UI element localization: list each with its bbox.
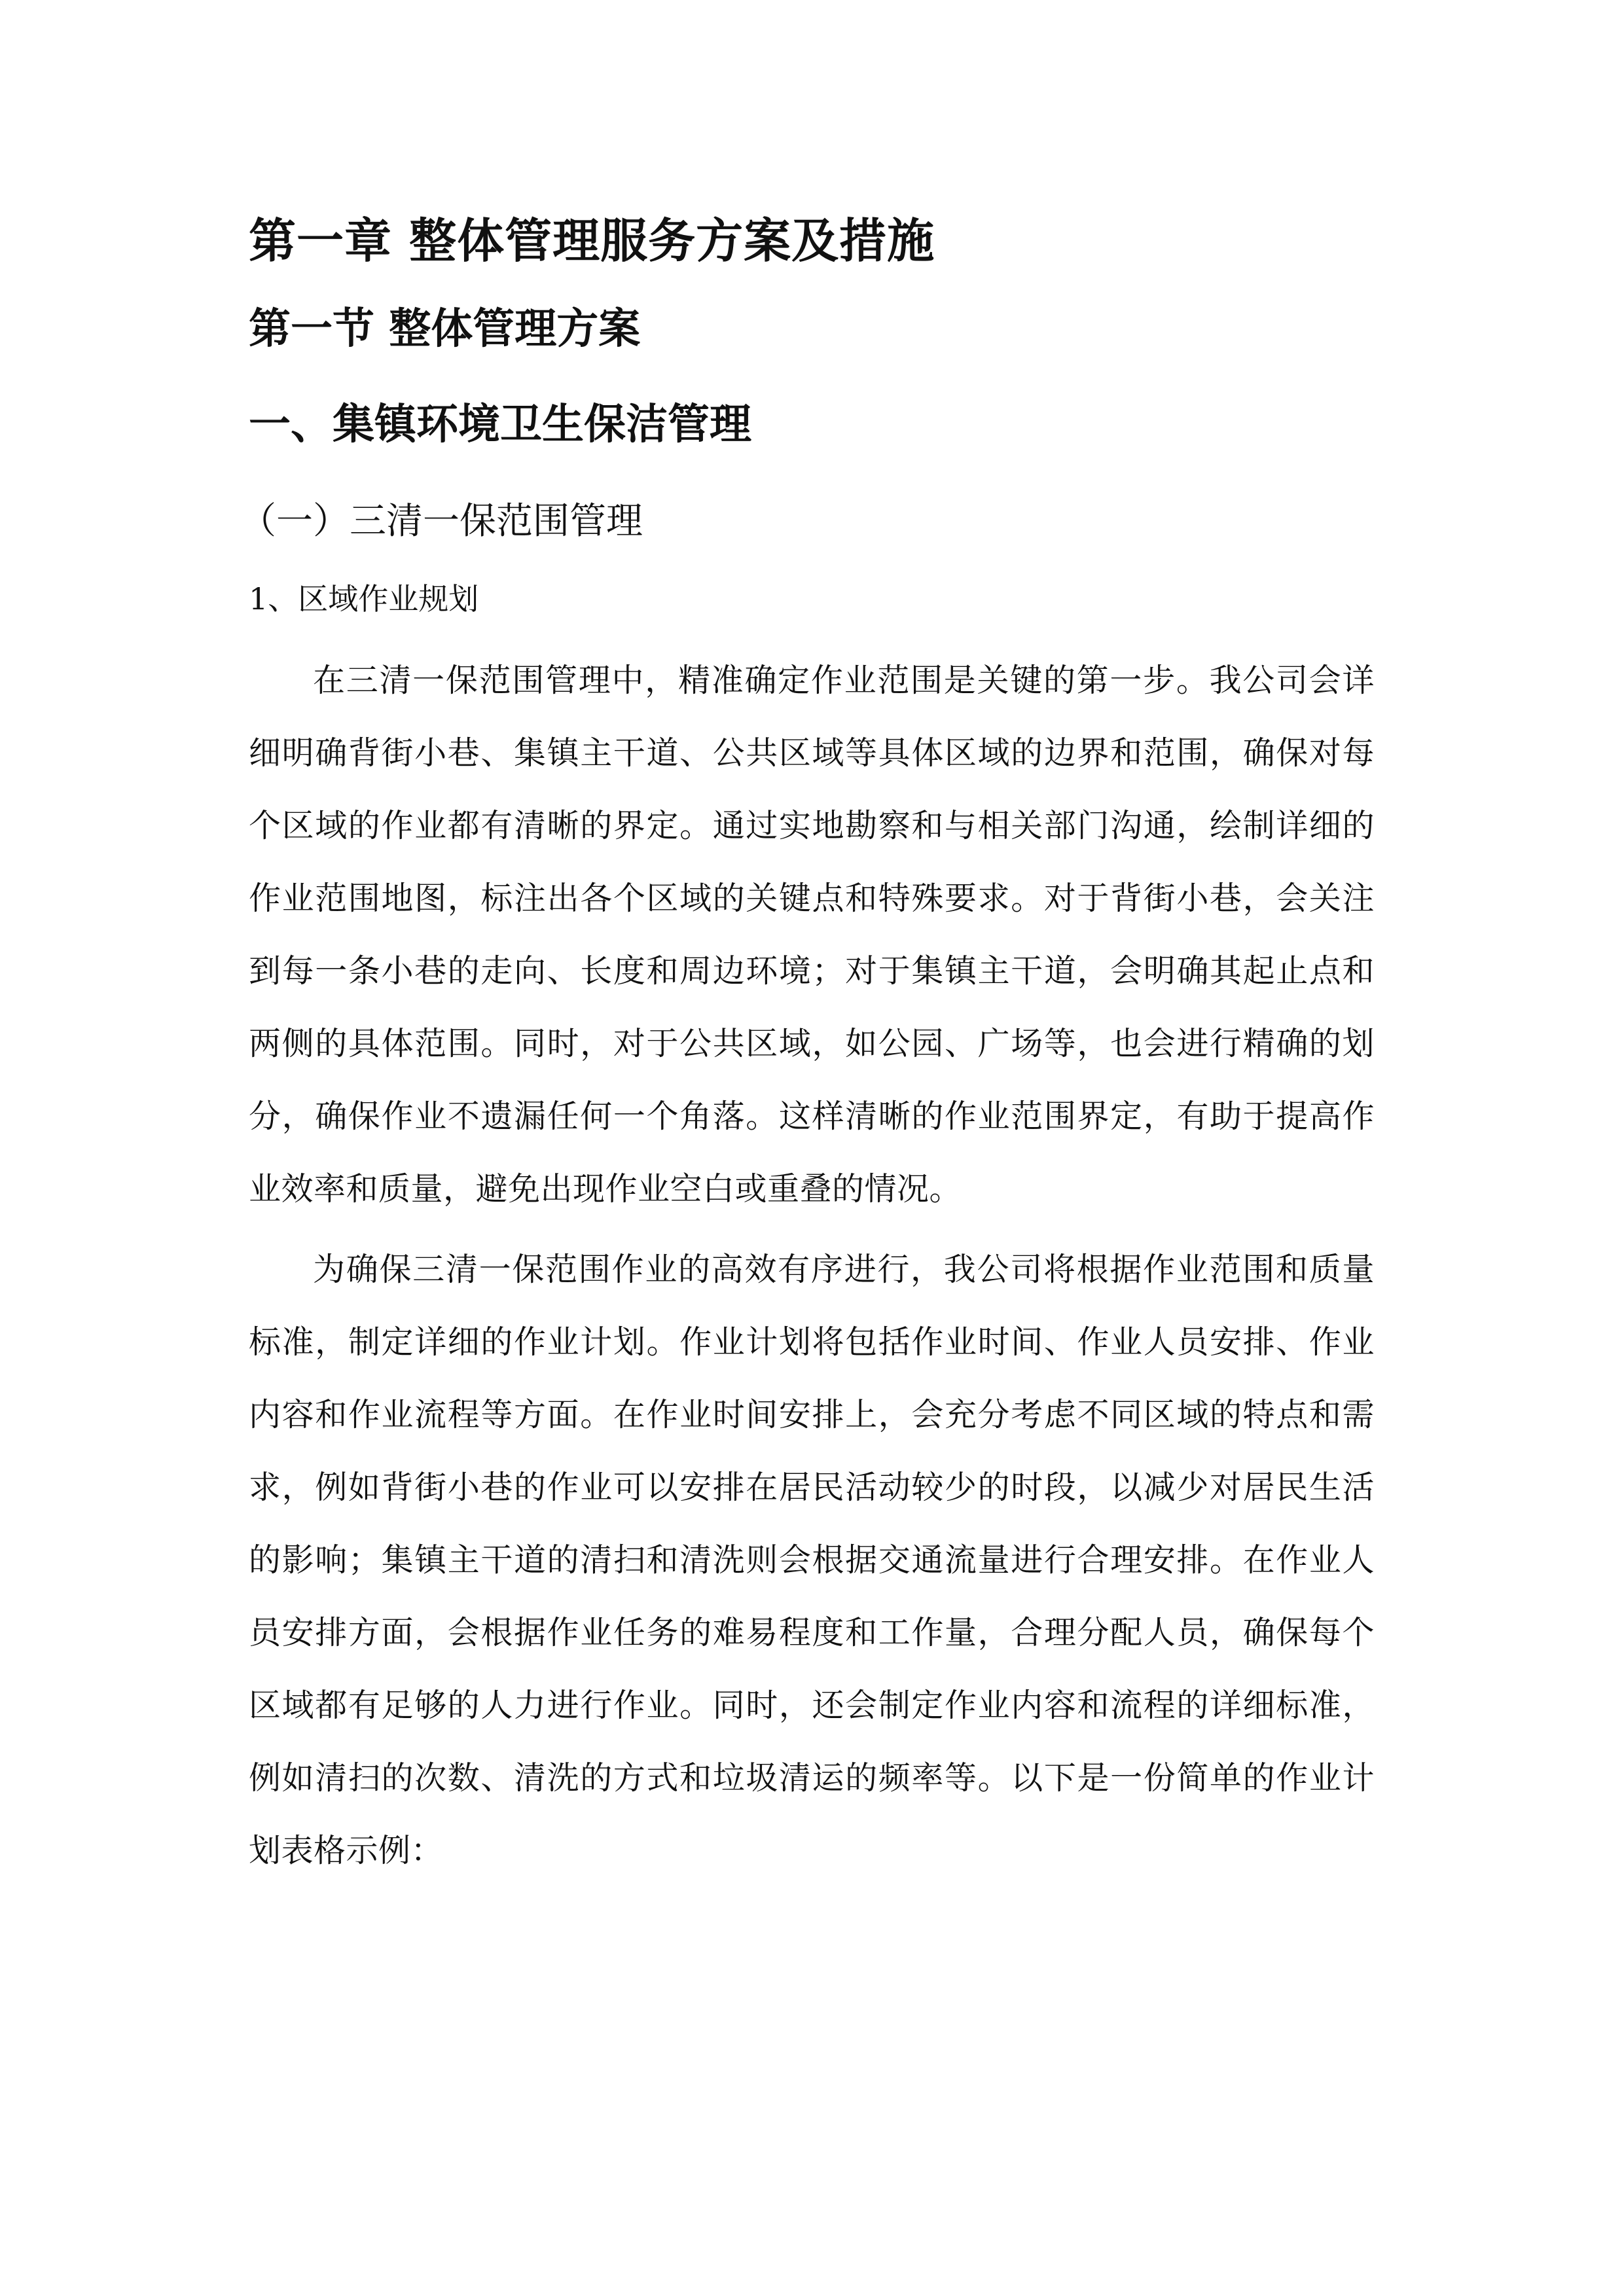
document-body	[240, 208, 1375, 1895]
body-paragraph-1: 在三清一保范围管理中，精准确定作业范围是关键的第一步。我公司会详细明确背街小巷、集镇主干道、公共区域等具体区域的边界和范围，确保对每个区域的作业都有清晰的界定。通过实地勘察和与相关部门沟通，绘制详细的作业范围地图，标注出各个区域的关键点和特殊要求。对于背街小巷，会关注到每一条小巷的走向、长度和周边环境；对于集镇主干道，会明确其起止点和两侧的具体范围。同时，对于公共区域，如公园、广场等，也会进行精确的划分，确保作业不遗漏任何一个角落。这样清晰的作业范围界定，有助于提高作业效率和质量，避免出现作业空白或重叠的情况。	[249, 662, 1375, 1208]
body-paragraph-2: 为确保三清一保范围作业的高效有序进行，我公司将根据作业范围和质量标准，制定详细的作业计划。作业计划将包括作业时间、作业人员安排、作业内容和作业流程等方面。在作业时间安排上，会充分考虑不同区域的特点和需求，例如背街小巷的作业可以安排在居民活动较少的时段，以减少对居民生活的影响；集镇主干道的清扫和清洗则会根据交通流量进行合理安排。在作业人员安排方面，会根据作业任务的难易程度和工作量，合理分配人员，确保每个区域都有足够的人力进行作业。同时，还会制定作业内容和流程的详细标准，例如清扫的次数、清洗的方式和垃圾清运的频率等。以下是一份简单的作业计划表格示例：	[249, 1251, 1375, 1869]
sub-heading: （一）三清一保范围管理	[240, 500, 643, 543]
subsection-title: 一、集镇环境卫生保洁管理	[249, 401, 751, 449]
chapter-title: 第一章 整体管理服务方案及措施	[249, 213, 935, 268]
section-title: 第一节 整体管理方案	[249, 305, 641, 353]
item-heading: 1、区域作业规划	[249, 581, 479, 617]
